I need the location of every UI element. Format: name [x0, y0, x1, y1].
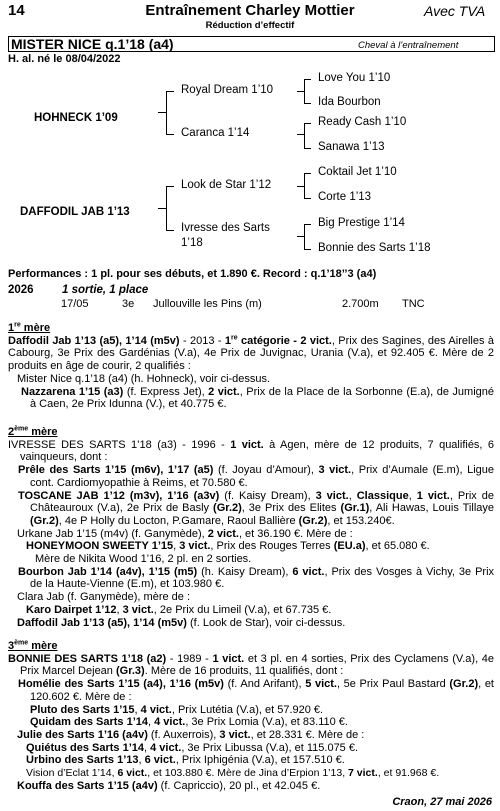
pedigree-ggp: Love You 1’10: [318, 72, 391, 84]
race-track: Jullouville les Pins (m): [153, 298, 262, 310]
produce-entry: Julie des Sarts 1’16 (a4v) (f. Auxerrois), 3 vict., et 28.331 €. Mère de :: [17, 728, 365, 741]
performance-year-summary: 1 sortie, 1 place: [62, 284, 149, 296]
page-number: 14: [8, 2, 25, 19]
pedigree-dam-dam: Ivresse des Sarts: [181, 222, 270, 234]
horse-name: MISTER NICE q.1’18 (a4): [11, 36, 174, 52]
produce-entry: Mère de Nikita Wood 1’16, 2 pl. en 2 sorties.: [35, 553, 252, 566]
section-mere-3: [8, 640, 494, 792]
produce-entry: Quidam des Sarts 1’14, 4 vict., 3e Prix Lomia (V.a), et 83.110 €.: [30, 716, 348, 729]
race-type: TNC: [402, 298, 425, 310]
section-heading: 2ème mère: [8, 425, 58, 438]
bracket-line: [297, 134, 304, 135]
produce-entry: Vision d’Eclat 1’14, 6 vict., et 103.880 €. Mère de Jina d’Erpion 1’13, 7 vict., et 91.968 €.: [26, 767, 440, 780]
pedigree-sire: HOHNECK 1’09: [34, 112, 118, 124]
pedigree-sire-sire: Royal Dream 1’10: [181, 84, 274, 96]
produce-entry: Clara Jab (f. Ganymède), mère de :: [17, 591, 191, 604]
bracket-line: [304, 123, 305, 148]
bracket-line: [166, 134, 174, 135]
bracket-line: [158, 112, 166, 113]
produce-entry: Nazzarena 1’15 (a3) (f. Express Jet), 2 vict., Prix de la Place de la Sorbonne (E.a), de Jumigné à Caen, 2e Prix Idunna (V.), et 40.775 €.: [21, 385, 494, 411]
section-heading: 1re mère: [8, 321, 51, 334]
bracket-line: [304, 173, 305, 198]
pedigree-ggp: Ida Bourbon: [318, 96, 381, 108]
horse-status: Cheval à l’entraînement: [358, 40, 459, 51]
vat-note: Avec TVA: [424, 3, 486, 19]
bracket-line: [304, 173, 311, 174]
race-place: 3e: [122, 298, 135, 310]
produce-entry: Kouffa des Sarts 1’15 (a4v) (f. Capriccio), 20 pl., et 42.045 €.: [17, 779, 321, 792]
produce-entry: Urkane Jab 1’15 (m4v) (f. Ganymède), 2 vict., et 36.190 €. Mère de :: [17, 527, 353, 540]
bracket-line: [304, 224, 305, 249]
bracket-line: [166, 91, 167, 134]
horse-birth: H. al. né le 08/04/2022: [8, 53, 121, 65]
produce-entry: Mister Nice q.1’18 (a4) (h. Hohneck), voir ci-dessus.: [17, 372, 271, 385]
bracket-line: [304, 148, 311, 149]
pedigree-ggp: Bonnie des Sarts 1’18: [318, 242, 431, 254]
bracket-line: [304, 249, 311, 250]
produce-entry: Quiétus des Sarts 1’14, 4 vict., 3e Prix Libussa (V.a), et 115.075 €.: [26, 741, 359, 754]
produce-entry: Daffodil Jab 1’13 (a5), 1’14 (m5v) (f. Look de Star), voir ci-dessus.: [17, 616, 346, 629]
produce-entry: Prêle des Sarts 1’15 (m6v), 1’17 (a5) (f. Joyau d’Amour), 3 vict., Prix d’Aumale (E.m), Ligue cont. Cardiomyopathie à Reims, et 70.580 €.: [18, 464, 495, 489]
performance-year: 2026: [8, 284, 34, 296]
page-title: Entraînement Charley Mottier: [145, 2, 355, 19]
performance-summary: Performances : 1 pl. pour ses débuts, et 1.890 €. Record : q.1’18’’3 (a4): [8, 268, 377, 280]
race-date: 17/05: [61, 298, 89, 310]
pedigree-dam-dam-record: 1’18: [181, 237, 203, 249]
produce-entry: HONEYMOON SWEETY 1’15, 3 vict., Prix des Rouges Terres (EU.a), et 65.080 €.: [26, 540, 430, 553]
produce-entry: Karo Dairpet 1’12, 3 vict., 2e Prix du Limeil (V.a), et 67.735 €.: [26, 603, 332, 616]
bracket-line: [158, 208, 166, 209]
bracket-line: [297, 186, 304, 187]
produce-entry: TOSCANE JAB 1’12 (m3v), 1’16 (a3v) (f. Kaisy Dream), 3 vict., Classique, 1 vict., Prix de Châteauroux (V.a), 2e Prix de Basly (Gr.2), 3e Prix des Elites (Gr.1), Ali Hawas, Louis Tillaye (Gr.2), 4e P Holly du Locton, P.Gamare, Raoul Ballière (Gr.2), et 153.240€.: [18, 489, 495, 527]
bracket-line: [166, 230, 174, 231]
bracket-line: [297, 91, 304, 92]
page-subtitle: Réduction d’effectif: [205, 20, 295, 31]
bracket-line: [166, 91, 174, 92]
bracket-line: [304, 198, 311, 199]
pedigree-ggp: Ready Cash 1’10: [318, 116, 407, 128]
section-mere-2: [8, 426, 494, 629]
pedigree-ggp: Big Prestige 1’14: [318, 217, 405, 229]
bracket-line: [304, 103, 311, 104]
produce-entry: Urbino des Sarts 1’13, 6 vict., Prix Iphigénia (V.a), et 157.510 €.: [26, 754, 345, 767]
pedigree-ggp: Corte 1’13: [318, 191, 372, 203]
dam-entry: IVRESSE DES SARTS 1’18 (a3) - 1996 - 1 vict. à Agen, mère de 12 produits, 7 qualifiés, 6 vainqueurs, dont :: [8, 438, 495, 464]
pedigree-ggp: Coktail Jet 1’10: [318, 166, 397, 178]
dam-entry: BONNIE DES SARTS 1’18 (a2) - 1989 - 1 vict. et 3 pl. en 4 sorties, Prix des Cyclamens (V.a), 4e Prix Marcel Dejean (Gr.3). Mère de 16 produits, 11 qualifiés, dont :: [8, 652, 495, 678]
bracket-line: [304, 79, 305, 103]
bracket-line: [297, 236, 304, 237]
pedigree-dam-sire: Look de Star 1’12: [181, 179, 272, 191]
pedigree-dam: DAFFODIL JAB 1’13: [20, 206, 130, 218]
bracket-line: [166, 186, 167, 230]
section-heading: 3ème mère: [8, 639, 58, 652]
produce-entry: Homélie des Sarts 1’15 (a4), 1’16 (m5v) (f. And Arifant), 5 vict., 5e Prix Paul Bastard (Gr.2), et 120.602 €. Mère de :: [18, 678, 494, 703]
bracket-line: [304, 224, 311, 225]
dam-entry: Daffodil Jab 1’13 (a5), 1’14 (m5v) - 2013 - 1re catégorie - 2 vict., Prix des Sagines, des Airelles à Cabourg, 3e Prix des Gardénias (V.a), 4e Prix de Juvignac, Urania (V.a), et 92.405 €. Mère de 2 produits en âge de courir, 2 qualifiés :: [8, 334, 494, 373]
bracket-line: [304, 79, 311, 80]
section-mere-1: [8, 322, 494, 411]
bracket-line: [166, 186, 174, 187]
bracket-line: [304, 123, 311, 124]
pedigree-sire-dam: Caranca 1’14: [181, 127, 250, 139]
produce-entry: Pluto des Sarts 1’15, 4 vict., Prix Lutétia (V.a), et 57.920 €.: [30, 703, 324, 716]
race-distance: 2.700m: [342, 298, 379, 310]
produce-entry: Bourbon Jab 1’14 (a4v), 1’15 (m5) (h. Kaisy Dream), 6 vict., Prix des Vosges à Vichy, 3e Prix de la Haute-Vienne (E.m), et 103.980 €.: [18, 565, 495, 591]
pedigree-ggp: Sanawa 1’13: [318, 141, 385, 153]
footer-date: Craon, 27 mai 2026: [392, 796, 492, 808]
